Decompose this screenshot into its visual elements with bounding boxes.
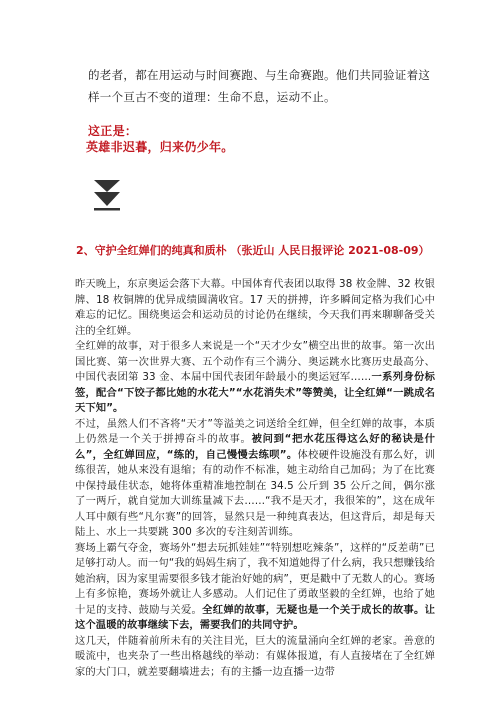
article-paragraph-2	[75, 339, 435, 417]
highlight-quote: 英雄非迟暮，归来仍少年。	[86, 140, 234, 154]
section-title: 2、守护全红婵们的纯真和质朴 （张近山 人民日报评论 2021-08-09）	[76, 244, 430, 257]
paragraph-3-text-b: 体校硬件设施没有那么好，训练很苦，她从来没有退缩；有的动作不标准，她主动给自己加码；为了在比赛中保持最佳状态，她将体重精准地控制在 34.5 公斤到 35 公斤之间，偶尔涨了一两斤，就自觉加大训练量减下去……“我不是天才，我很笨的”，这在成年人耳中颇有些“凡尔赛”的回答，显然只是一种纯真表达，但这背后，却是每天陆上、水上一共要跳 300 多次的专注刻苦训练。	[75, 448, 435, 538]
paragraph-4-text: 赛场上霸气夺金，赛场外“想去玩抓娃娃”“特别想吃辣条”，这样的“反差萌”已足够打动人。而一句“我的妈妈生病了，我不知道她得了什么病，我只想赚钱给她治病，因为家里需要很多钱才能治好她的病”，更是戳中了无数人的心。赛场上有多惊艳，赛场外就让人多感动。人们记住了勇敢坚毅的全红婵，也给了她十足的支持、鼓励与关爱。	[75, 541, 435, 616]
paragraph-4-bold: 全红婵的故事，无疑也是一个关于成长的故事。让这个温暖的故事继续下去，需要我们的共同守护。	[75, 603, 436, 631]
highlight-label: 这正是：	[88, 124, 138, 138]
paragraph-2-text: 全红婵的故事，对于很多人来说是一个“天才少女”横空出世的故事。第一次出国比赛、第一次世界大赛、五个动作有三个满分、奥运跳水比赛历史最高分、中国代表团第 33 金、本届中国代表团年龄最小的奥运冠军……	[75, 340, 435, 383]
article-body	[75, 277, 435, 680]
article-paragraph-1: 昨天晚上，东京奥运会落下大幕。中国体育代表团以取得 38 枚金牌、32 枚银牌、18 枚铜牌的优异成绩圆满收官。17 天的拼搏，许多瞬间定格为我们心中难忘的记忆。围绕奥运会和运动员的讨论仍在继续，今天我们再来聊聊备受关注的全红婵。	[75, 278, 435, 337]
paragraph-2-bold: 一系列身份标签，配合“下饺子都比她的水花大”“水花消失术”等赞美，让全红婵“一跳成名天下知”。	[75, 371, 435, 414]
article-paragraph-5: 这几天，伴随着前所未有的关注目光，巨大的流量涌向全红婵的老家。善意的暖流中，也夹杂了一些出格越线的举动：有媒体报道，有人直接堵在了全红婵家的大门口，就差要翻墙进去；有的主播一边直播一边带	[75, 634, 435, 678]
intro-line-2: 样一个亘古不变的道理：生命不息，运动不止。	[88, 90, 336, 104]
article-paragraph-4	[75, 541, 435, 634]
paragraph-3-bold: 被问到“把水花压得这么好的秘诀是什么”，全红婵回应，“练的，自己慢慢去练呗”。	[75, 433, 435, 461]
paragraph-3-text-a: 不过，虽然人们不吝将“天才”等溢美之词送给全红婵，但全红婵的故事，本质上仍然是一个关于拼搏奋斗的故事。	[75, 417, 435, 445]
double-down-arrow-icon	[92, 178, 122, 212]
intro-line-1: 的老者，都在用运动与时间赛跑、与生命赛跑。他们共同验证着这	[88, 68, 431, 82]
article-paragraph-3	[75, 417, 435, 541]
